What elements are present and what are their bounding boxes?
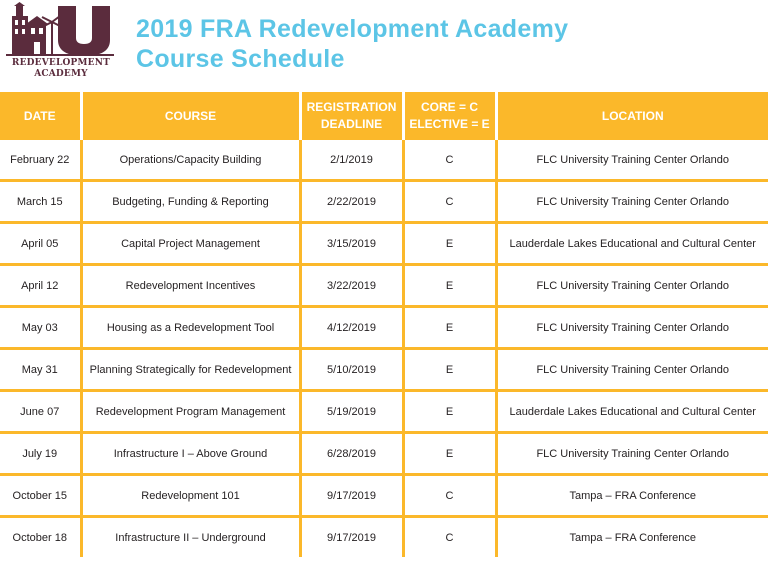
- cell-date: May 31: [0, 349, 81, 391]
- cell-type: E: [403, 223, 496, 265]
- page-title: 2019 FRA Redevelopment Academy: [136, 15, 569, 43]
- cell-location: FLC University Training Center Orlando: [496, 181, 768, 223]
- page-subtitle: Course Schedule: [136, 45, 345, 73]
- logo-line-2: ACADEMY: [34, 69, 88, 79]
- cell-date: July 19: [0, 433, 81, 475]
- cell-deadline: 2/1/2019: [300, 140, 403, 181]
- cell-course: Capital Project Management: [81, 223, 300, 265]
- cell-type: E: [403, 349, 496, 391]
- cell-date: April 05: [0, 223, 81, 265]
- cell-date: February 22: [10, 153, 70, 166]
- building-u-emblem-icon: [2, 2, 120, 60]
- column-header-type-line2: ELECTIVE = E: [409, 117, 490, 131]
- cell-deadline: 3/22/2019: [300, 265, 403, 307]
- cell-course: Infrastructure II – Underground: [81, 517, 300, 558]
- cell-date: March 15: [0, 181, 81, 223]
- column-header-course: [81, 92, 300, 140]
- table-row: [0, 307, 768, 349]
- cell-date: October 18: [0, 517, 81, 558]
- cell-course: Housing as a Redevelopment Tool: [81, 307, 300, 349]
- logo-line-1: REDEVELOPMENT: [11, 58, 111, 68]
- cell-deadline: 4/12/2019: [300, 307, 403, 349]
- cell-course: Redevelopment Program Management: [81, 391, 300, 433]
- cell-type: C: [403, 181, 496, 223]
- column-header-location-label: LOCATION: [601, 108, 664, 123]
- cell-course: Budgeting, Funding & Reporting: [81, 181, 300, 223]
- table-row: [0, 223, 768, 265]
- cell-date: April 12: [0, 265, 81, 307]
- course-schedule-table: [0, 92, 768, 557]
- cell-course: Planning Strategically for Redevelopment: [81, 349, 300, 391]
- redevelopment-academy-logo: [2, 2, 120, 82]
- cell-deadline: 9/17/2019: [300, 517, 403, 558]
- cell-deadline: 9/17/2019: [300, 475, 403, 517]
- cell-type: E: [403, 307, 496, 349]
- cell-location: Lauderdale Lakes Educational and Cultural Center: [496, 391, 768, 433]
- page-header: [0, 0, 768, 92]
- table-header-row: [0, 92, 768, 140]
- cell-course: Operations/Capacity Building: [81, 140, 300, 181]
- cell-location: FLC University Training Center Orlando: [496, 265, 768, 307]
- table-row: [0, 349, 768, 391]
- cell-date: May 03: [0, 307, 81, 349]
- column-header-deadline-line2: DEADLINE: [320, 117, 383, 131]
- table-row: [0, 181, 768, 223]
- cell-location: Lauderdale Lakes Educational and Cultural Center: [496, 223, 768, 265]
- table-row: [0, 433, 768, 475]
- column-header-date: [0, 92, 81, 140]
- cell-type: E: [403, 391, 496, 433]
- column-header-type: [403, 92, 496, 140]
- table-row: [0, 265, 768, 307]
- column-header-deadline: [300, 92, 403, 140]
- cell-course: Infrastructure I – Above Ground: [81, 433, 300, 475]
- column-header-type-line1: CORE = C: [420, 100, 478, 114]
- table-row: [0, 475, 768, 517]
- cell-course: Redevelopment Incentives: [81, 265, 300, 307]
- cell-deadline: 5/10/2019: [300, 349, 403, 391]
- cell-location: Tampa – FRA Conference: [496, 475, 768, 517]
- cell-type: C: [403, 517, 496, 558]
- cell-date: October 15: [0, 475, 81, 517]
- column-header-location: [496, 92, 768, 140]
- cell-location: FLC University Training Center Orlando: [496, 349, 768, 391]
- cell-location: FLC University Training Center Orlando: [496, 307, 768, 349]
- cell-type: C: [403, 140, 496, 181]
- cell-type: E: [403, 265, 496, 307]
- cell-deadline: 5/19/2019: [300, 391, 403, 433]
- cell-location: Tampa – FRA Conference: [496, 517, 768, 558]
- table-row: [0, 140, 768, 181]
- cell-location: FLC University Training Center Orlando: [496, 433, 768, 475]
- column-header-deadline-line1: REGISTRATION: [306, 100, 397, 114]
- table-row: [0, 517, 768, 558]
- column-header-course-label: COURSE: [164, 108, 217, 123]
- cell-deadline: 3/15/2019: [300, 223, 403, 265]
- cell-location: FLC University Training Center Orlando: [496, 140, 768, 181]
- table-row: [0, 391, 768, 433]
- cell-deadline: 6/28/2019: [300, 433, 403, 475]
- cell-type: E: [403, 433, 496, 475]
- cell-date: June 07: [0, 391, 81, 433]
- cell-type: C: [403, 475, 496, 517]
- cell-course: Redevelopment 101: [81, 475, 300, 517]
- column-header-date-label: DATE: [23, 108, 56, 123]
- cell-deadline: 2/22/2019: [300, 181, 403, 223]
